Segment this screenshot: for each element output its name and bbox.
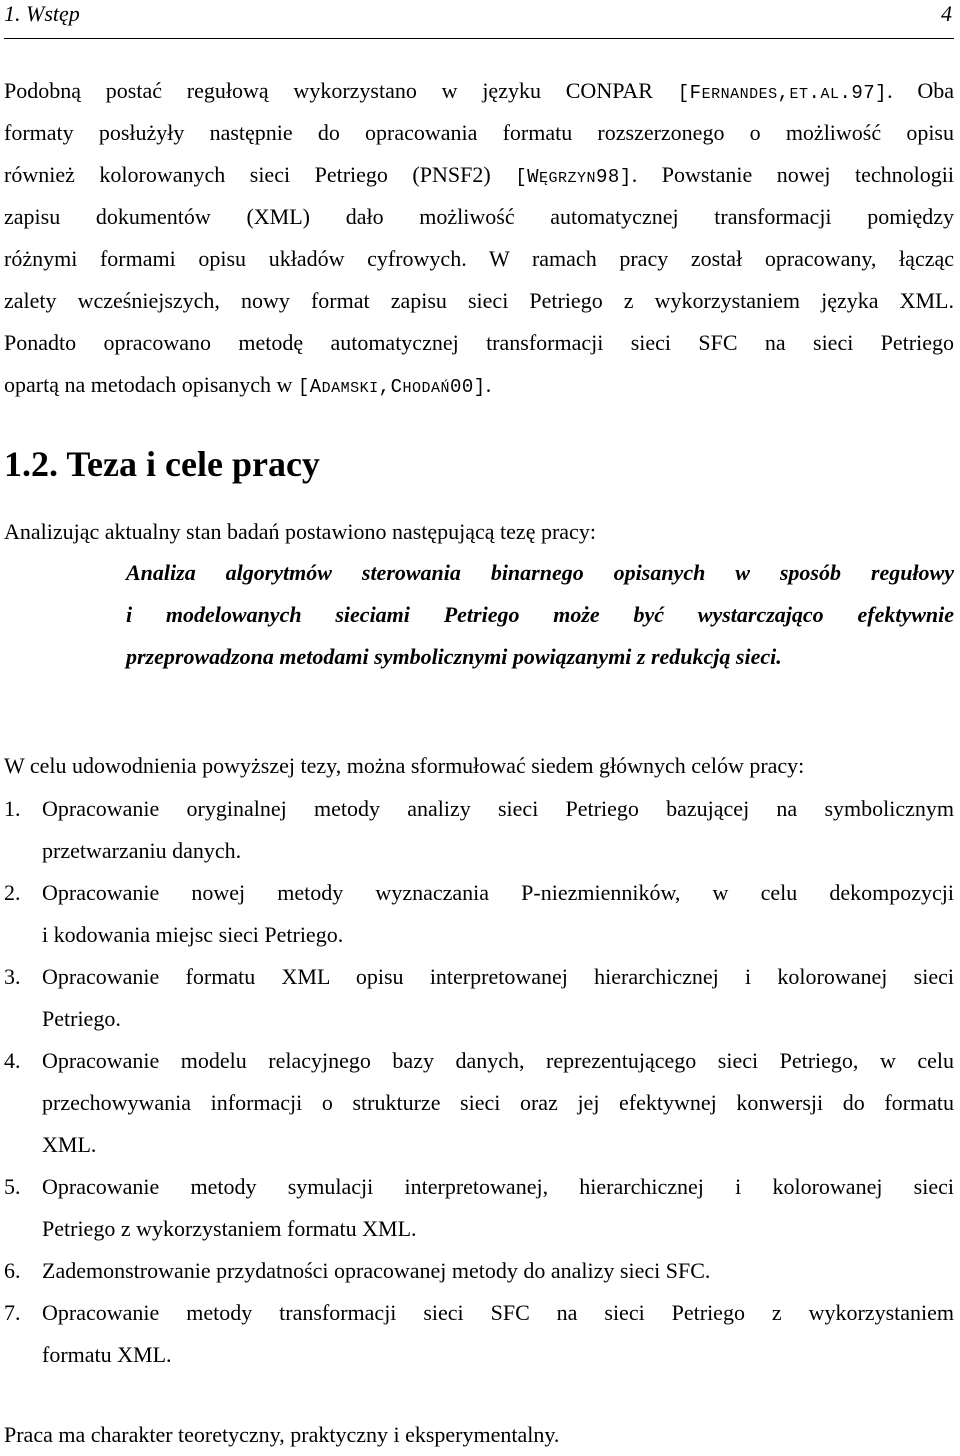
goals-list — [4, 788, 954, 1376]
goal-number: 1. — [4, 796, 21, 821]
intro-line-6: zalety wcześniejszych, nowy format zapisu sieci Petriego z wykorzystaniem języka XML. — [4, 288, 954, 313]
goal-item-5: 5. Opracowanie metody symulacji interpretowanej, hierarchicznej i kolorowanej sieci Petriego z wykorzystaniem formatu XML. — [4, 1166, 954, 1250]
intro-line-3: również kolorowanych sieci Petriego (PNSF2) [WĘGRZYN98]. Powstanie nowej technologii — [4, 162, 954, 188]
citation-fernandes: [FERNANDES,ET.AL.97] — [677, 82, 888, 104]
chapter-title: 1. Wstęp — [4, 1, 80, 26]
goal-item-3: 3. Opracowanie formatu XML opisu interpretowanej hierarchicznej i kolorowanej sieci Petriego. — [4, 956, 954, 1040]
goal-number: 6. — [4, 1258, 21, 1283]
goal-item-1: 1. Opracowanie oryginalnej metody analizy sieci Petriego bazującej na symbolicznym przetwarzaniu danych. — [4, 788, 954, 872]
thesis-lead: Analizując aktualny stan badań postawiono następującą tezę pracy: — [4, 519, 596, 544]
goal-number: 7. — [4, 1300, 21, 1325]
citation-adamski: [ADAMSKI,CHODAŃ00] — [297, 376, 486, 398]
goal-number: 5. — [4, 1174, 21, 1199]
intro-line-1: Podobną postać regułową wykorzystano w języku CONPAR [FERNANDES,ET.AL.97]. Oba — [4, 78, 955, 104]
goals-intro: W celu udowodnienia powyższej tezy, można sformułować siedem głównych celów pracy: — [4, 753, 805, 778]
intro-line-7: Ponadto opracowano metodę automatycznej transformacji sieci SFC na sieci Petriego — [4, 330, 954, 355]
goal-item-4: 4. Opracowanie modelu relacyjnego bazy danych, reprezentującego sieci Petriego, w celu przechowywania informacji o strukturze sieci oraz jej efektywnej konwersji do formatu XML. — [4, 1040, 954, 1166]
page-number: 4 — [941, 1, 952, 26]
goal-item-2: 2. Opracowanie nowej metody wyznaczania P-niezmienników, w celu dekompozycji i kodowania miejsc sieci Petriego. — [4, 872, 954, 956]
section-heading: 1.2. Teza i cele pracy — [4, 444, 320, 484]
goal-number: 4. — [4, 1048, 21, 1073]
citation-wegrzyn: [WĘGRZYN98] — [515, 166, 632, 188]
intro-line-8: opartą na metodach opisanych w [ADAMSKI,CHODAŃ00]. — [4, 372, 492, 398]
intro-paragraph — [4, 70, 954, 406]
closing-sentence: Praca ma charakter teoretyczny, praktyczny i eksperymentalny. — [4, 1422, 560, 1447]
thesis-line-3: przeprowadzona metodami symbolicznymi powiązanymi z redukcją sieci. — [126, 644, 782, 669]
intro-line-5: różnymi formami opisu układów cyfrowych. W ramach pracy został opracowany, łącząc — [4, 246, 954, 271]
goal-number: 2. — [4, 880, 21, 905]
thesis-line-2: i modelowanych sieciami Petriego może być wystarczająco efektywnie — [126, 602, 954, 627]
intro-line-4: zapisu dokumentów (XML) dało możliwość automatycznej transformacji pomiędzy — [4, 204, 954, 229]
thesis-line-1: Analiza algorytmów sterowania binarnego opisanych w sposób regułowy — [126, 560, 954, 585]
running-header — [4, 0, 954, 39]
thesis-statement — [126, 552, 954, 678]
goal-number: 3. — [4, 964, 21, 989]
goal-item-7: 7. Opracowanie metody transformacji sieci SFC na sieci Petriego z wykorzystaniem formatu XML. — [4, 1292, 954, 1376]
goal-item-6: 6. Zademonstrowanie przydatności opracowanej metody do analizy sieci SFC. — [4, 1250, 954, 1292]
intro-line-2: formaty posłużyły następnie do opracowania formatu rozszerzonego o możliwość opisu — [4, 120, 954, 145]
